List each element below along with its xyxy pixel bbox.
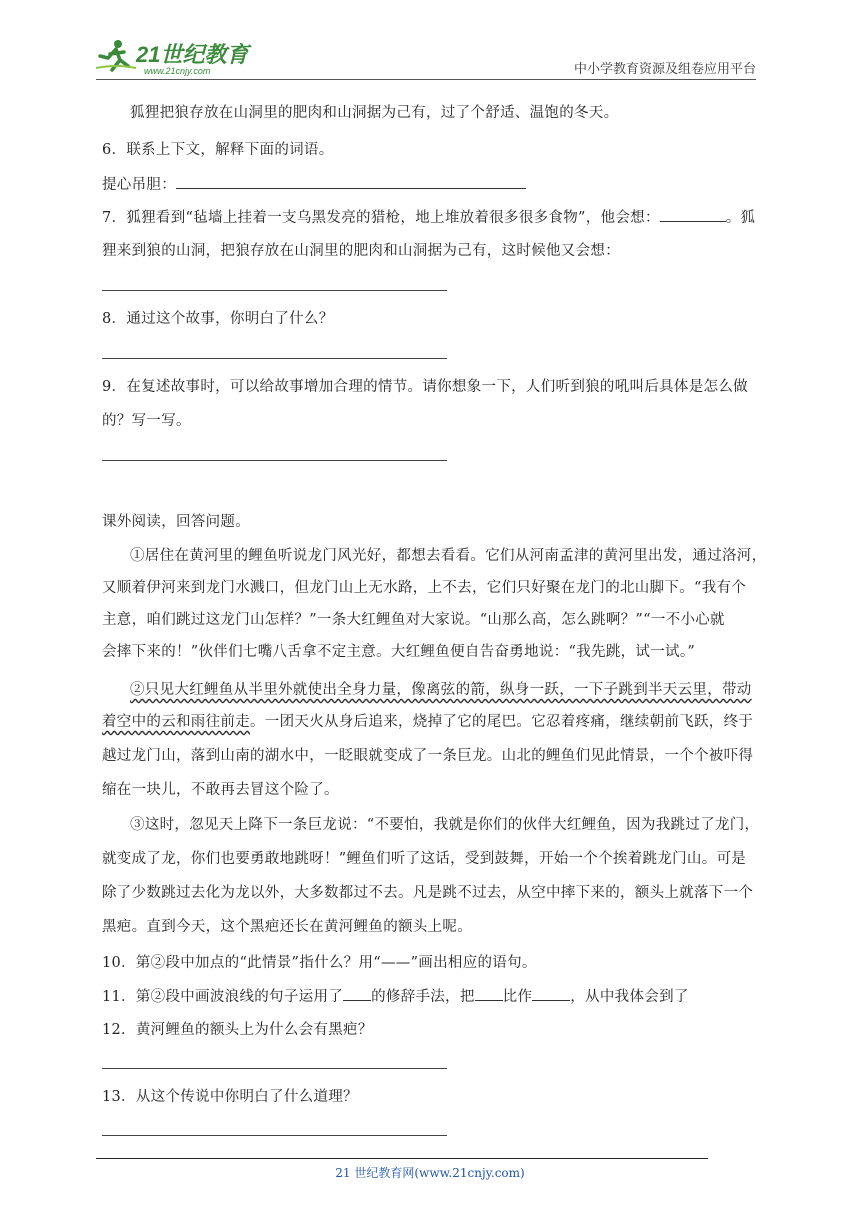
para2-line3: 越过龙门山，落到山南的湖水中，一眨眼就变成了一条巨龙。山北的鲤鱼们见此情景，一个个被吓得 bbox=[102, 748, 754, 764]
question-7 bbox=[102, 207, 755, 228]
term-label: 提心吊胆： bbox=[102, 177, 176, 193]
answer-line[interactable] bbox=[102, 358, 447, 359]
question-11 bbox=[102, 986, 689, 1007]
footer-link[interactable]: 21 世纪教育网(www.21cnjy.com) bbox=[335, 1166, 525, 1180]
answer-line[interactable] bbox=[102, 290, 447, 291]
wavy-sentence-end: 着空中的云和雨往前走 bbox=[102, 714, 250, 730]
answer-blank[interactable] bbox=[176, 174, 526, 189]
para3-line1: ③这时，忽见天上降下一条巨龙说：“不要怕，我就是你们的伙伴大红鲤鱼，因为我跳过了龙门， bbox=[130, 817, 760, 833]
para2-text: 。一团天火从身后追来，烧掉了它的尾巴。它忍着疼痛，继续朝前飞跃，终于 bbox=[250, 714, 754, 730]
para2-line4: 缩在一块儿，不敢再去冒这个险了。 bbox=[102, 782, 339, 798]
answer-line[interactable] bbox=[102, 460, 447, 461]
logo bbox=[96, 38, 261, 78]
footer-divider bbox=[96, 1158, 708, 1159]
q11-text-d: ，从中我体会到了 bbox=[570, 989, 689, 1005]
answer-blank[interactable] bbox=[660, 207, 726, 222]
wavy-sentence: ②只见大红鲤鱼从半里外就使出全身力量，像离弦的箭，纵身一跃，一下子跳到半天云里，带动 bbox=[130, 682, 752, 698]
question-6: 6．联系上下文，解释下面的词语。 bbox=[102, 142, 334, 158]
answer-blank[interactable] bbox=[475, 986, 503, 1001]
section-title: 课外阅读，回答问题。 bbox=[102, 514, 250, 530]
para3-line3: 除了少数跳过去化为龙以外，大多数都过不去。凡是跳不过去，从空中摔下来的，额头上就落下一个 bbox=[102, 885, 754, 901]
q11-text-b: 的修辞手法，把 bbox=[371, 989, 475, 1005]
passage1-end: 狐狸把狼存放在山洞里的肥肉和山洞据为己有，过了个舒适、温饱的冬天。 bbox=[130, 105, 619, 121]
para1-line1: ①居住在黄河里的鲤鱼听说龙门风光好，都想去看看。它们从河南孟津的黄河里出发，通过洛河， bbox=[130, 548, 767, 564]
question-7-text: 7．狐狸看到“毡墙上挂着一支乌黑发亮的猎枪，地上堆放着很多很多食物”，他会想： bbox=[102, 210, 660, 226]
question-12: 12．黄河鲤鱼的额头上为什么会有黑疤？ bbox=[102, 1022, 373, 1038]
platform-name: 中小学教育资源及组卷应用平台 bbox=[573, 62, 756, 77]
para3-line4: 黑疤。直到今天，这个黑疤还长在黄河鲤鱼的额头上呢。 bbox=[102, 919, 472, 935]
answer-line[interactable] bbox=[102, 1068, 447, 1069]
para2-line1 bbox=[130, 680, 752, 700]
question-8: 8．通过这个故事，你明白了什么？ bbox=[102, 311, 334, 327]
logo-url: www.21cnjy.com bbox=[144, 66, 211, 76]
q11-text-a: 11．第②段中画波浪线的句子运用了 bbox=[102, 989, 344, 1005]
question-13: 13．从这个传说中你明白了什么道理？ bbox=[102, 1089, 358, 1105]
question-9-line1: 9．在复述故事时，可以给故事增加合理的情节。请你想象一下，人们听到狼的吼叫后具体是怎么做 bbox=[102, 379, 748, 395]
question-7-line2: 狸来到狼的山洞，把狼存放在山洞里的肥肉和山洞据为己有，这时候他又会想： bbox=[102, 243, 620, 259]
runner-logo-icon bbox=[96, 38, 261, 78]
question-9-line2: 的？写一写。 bbox=[102, 413, 191, 429]
q11-text-c: 比作 bbox=[502, 989, 533, 1005]
answer-blank[interactable] bbox=[532, 986, 570, 1001]
question-6-term bbox=[102, 174, 526, 195]
question-10: 10．第②段中加点的“此情景”指什么？用“——”画出相应的语句。 bbox=[102, 955, 537, 971]
para2-line2 bbox=[102, 712, 753, 732]
para3-line2: 就变成了龙，你们也要勇敢地跳呀！”鲤鱼们听了这话，受到鼓舞，开始一个个挨着跳龙门山。可是 bbox=[102, 851, 747, 867]
answer-line[interactable] bbox=[102, 1135, 447, 1136]
question-7-text-end: 。狐 bbox=[725, 210, 756, 226]
para1-line3: 主意，咱们跳过这龙门山怎样？”一条大红鲤鱼对大家说。“山那么高，怎么跳啊？”“一不小心就 bbox=[102, 612, 725, 628]
para1-line4: 会摔下来的！”伙伴们七嘴八舌拿不定主意。大红鲤鱼便自告奋勇地说：“我先跳，试一试。” bbox=[102, 644, 696, 660]
logo-text: 21世纪教育 bbox=[136, 42, 249, 67]
para1-line2: 又顺着伊河来到龙门水溅口，但龙门山上无水路，上不去，它们只好聚在龙门的北山脚下。“我有个 bbox=[102, 580, 747, 596]
answer-blank[interactable] bbox=[343, 986, 371, 1001]
header-divider bbox=[96, 79, 756, 80]
